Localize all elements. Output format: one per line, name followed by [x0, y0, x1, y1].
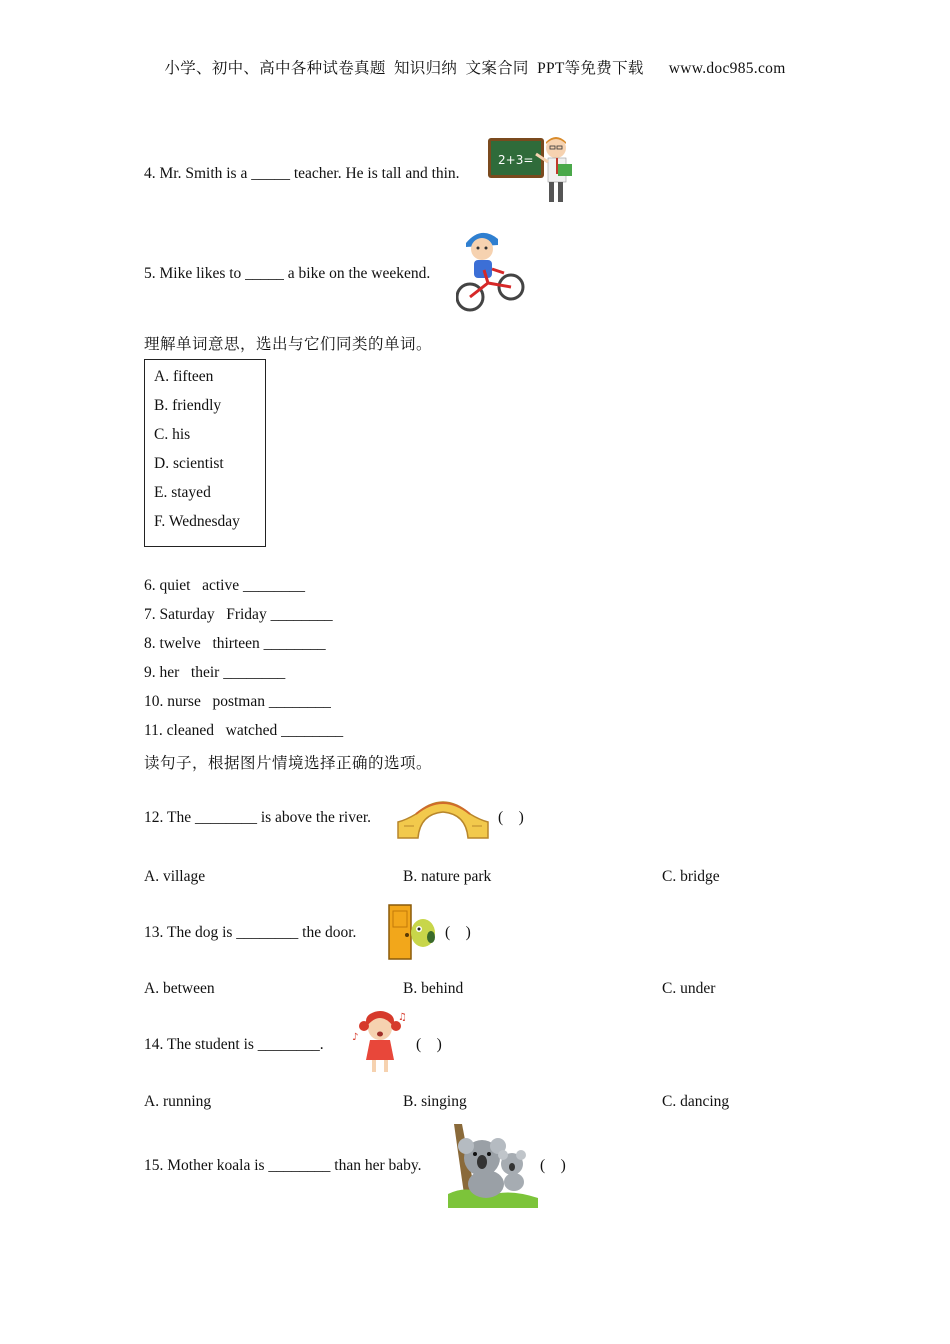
question-9: 9. her their ________: [144, 664, 286, 681]
option-a-12[interactable]: A. village: [144, 868, 206, 885]
option-a-13[interactable]: A. between: [144, 980, 215, 997]
option-b-13[interactable]: B. behind: [403, 980, 464, 997]
word-option: B. friendly: [154, 397, 222, 414]
section-instruction-classify: 理解单词意思，选出与它们同类的单词。: [144, 336, 433, 353]
question-4: 4. Mr. Smith is a _____ teacher. He is tall and thin.: [144, 165, 460, 182]
question-11: 11. cleaned watched ________: [144, 722, 344, 739]
section-instruction-picture: 读句子，根据图片情境选择正确的选项。: [144, 755, 433, 772]
question-6: 6. quiet active ________: [144, 577, 305, 594]
option-b-12[interactable]: B. nature park: [403, 868, 492, 885]
teacher-image: [486, 134, 576, 208]
chalkboard-text: 2+3=: [498, 153, 534, 167]
question-5: 5. Mike likes to _____ a bike on the weekend.: [144, 265, 431, 282]
option-c-14[interactable]: C. dancing: [662, 1093, 730, 1110]
question-10: 10. nurse postman ________: [144, 693, 331, 710]
option-c-13[interactable]: C. under: [662, 980, 716, 997]
word-bank-box: [144, 359, 266, 547]
option-b-14[interactable]: B. singing: [403, 1093, 467, 1110]
question-13: 13. The dog is ________ the door.: [144, 924, 357, 941]
question-15: 15. Mother koala is ________ than her baby.: [144, 1157, 422, 1174]
question-8: 8. twelve thirteen ________: [144, 635, 326, 652]
word-option: C. his: [154, 426, 191, 443]
question-14: 14. The student is ________.: [144, 1036, 324, 1053]
answer-paren-15[interactable]: ( ): [540, 1157, 566, 1174]
question-12: 12. The ________ is above the river.: [144, 809, 372, 826]
option-c-12[interactable]: C. bridge: [662, 868, 720, 885]
answer-paren-13[interactable]: ( ): [445, 924, 471, 941]
word-option: E. stayed: [154, 484, 211, 501]
word-option: F. Wednesday: [154, 513, 240, 530]
door-dog-image: [385, 903, 439, 961]
answer-paren-14[interactable]: ( ): [416, 1036, 442, 1053]
svg-text:♪: ♪: [352, 1032, 359, 1043]
bike-boy-image: [456, 225, 526, 320]
koala-image: [448, 1124, 538, 1208]
question-7: 7. Saturday Friday ________: [144, 606, 333, 623]
bridge-image: [396, 792, 490, 840]
word-option: A. fifteen: [154, 368, 214, 385]
singing-girl-image: [352, 1010, 408, 1076]
svg-text:♫: ♫: [398, 1012, 407, 1023]
answer-paren-12[interactable]: ( ): [498, 809, 524, 826]
word-option: D. scientist: [154, 455, 224, 472]
page-header: 小学、初中、高中各种试卷真题 知识归纳 文案合同 PPT等免费下载 www.doc985.com: [164, 60, 786, 77]
option-a-14[interactable]: A. running: [144, 1093, 212, 1110]
